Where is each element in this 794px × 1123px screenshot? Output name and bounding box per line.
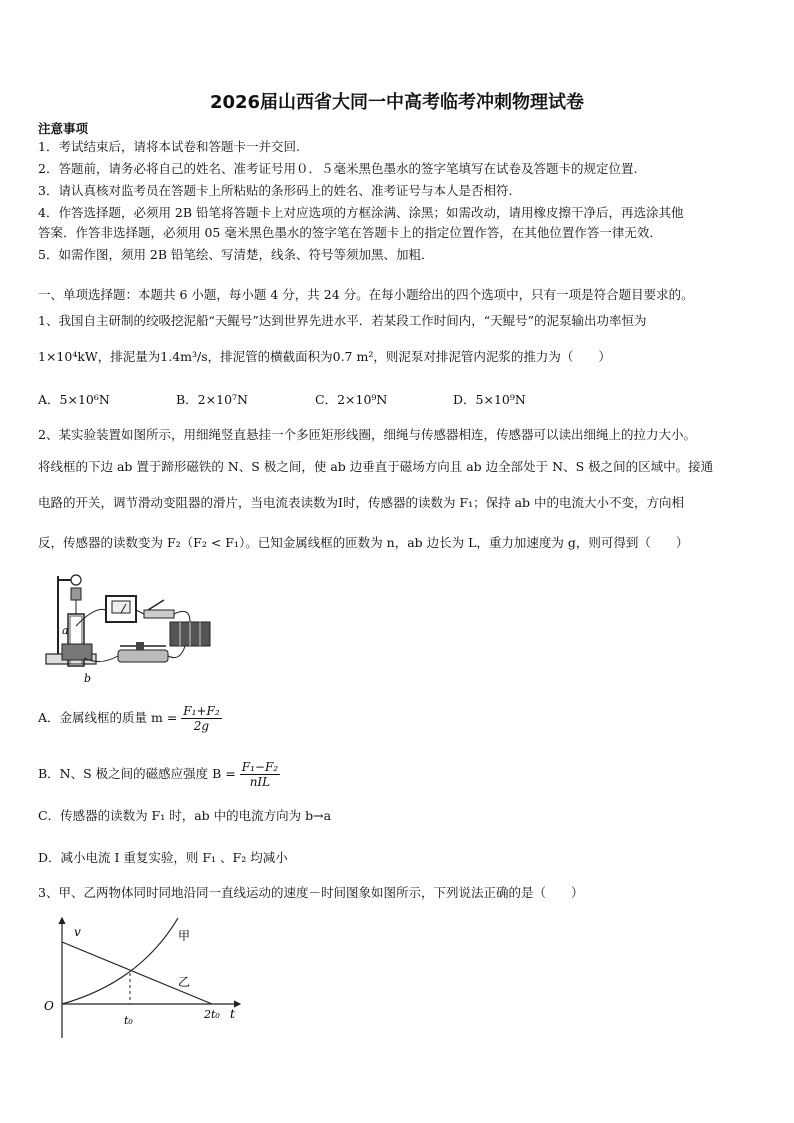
q1-stem-line1: 1、我国自主研制的绞吸挖泥船“天鲲号”达到世界先进水平．若某段工作时间内，“天鲲号”的泥泵输出功率恒为: [38, 313, 647, 328]
q1-option-a: A．5×10⁶N: [38, 392, 110, 407]
graph-2t0-label: 2t₀: [204, 1008, 220, 1021]
q2-option-b-fraction: [240, 760, 280, 789]
q2-option-a-numerator: F₁+F₂: [183, 704, 220, 718]
graph-v-label: v: [74, 925, 81, 939]
q2-apparatus-figure: [40, 566, 220, 688]
section-heading: 一、单项选择题：本题共 6 小题，每小题 4 分，共 24 分。在每小题给出的四个选项中，只有一项是符合题目要求的。: [38, 287, 694, 302]
q2-stem-line2: 将线框的下边 ab 置于蹄形磁铁的 N、S 极之间，使 ab 边垂直于磁场方向且 ab 边全部处于 N、S 极之间的区域中。接通: [38, 459, 714, 474]
fig-label-b: b: [84, 672, 92, 685]
q2-option-a: [38, 704, 222, 733]
graph-t-label: t: [230, 1007, 235, 1021]
q2-option-a-denominator: 2g: [193, 719, 210, 733]
q1-option-d: D．5×10⁹N: [453, 392, 526, 407]
notice-item-4-cont: 答案．作答非选择题，必须用 05 毫米黑色墨水的签字笔在答题卡上的指定位置作答，在其他位置作答一律无效．: [38, 225, 662, 240]
notice-item-4: 4．作答选择题，必须用 2B 铅笔将答题卡上对应选项的方框涂满、涂黑；如需改动，请用橡皮擦干净后，再选涂其他: [38, 205, 684, 220]
q2-option-d: D．减小电流 I 重复实验，则 F₁ 、F₂ 均减小: [38, 850, 288, 865]
q2-option-a-text: A．金属线框的质量 m =: [38, 710, 178, 725]
q1-option-b: B．2×10⁷N: [176, 392, 248, 407]
notice-item-2: 2．答题前，请务必将自己的姓名、准考证号用０．５毫米黑色墨水的签字笔填写在试卷及答题卡的规定位置.: [38, 161, 638, 176]
graph-yi-label: 乙: [178, 975, 191, 989]
notice-item-5: 5．如需作图，须用 2B 铅笔绘、写清楚，线条、符号等须加黑、加粗．: [38, 247, 434, 262]
q2-option-a-fraction: [181, 704, 221, 733]
line-yi: [62, 942, 212, 1004]
page-title: 2026届山西省大同一中高考临考冲刺物理试卷: [209, 92, 585, 113]
graph-origin-label: O: [44, 999, 54, 1013]
notice-item-1: 1．考试结束后，请将本试卷和答题卡一并交回.: [38, 139, 300, 154]
q2-option-b-text: B．N、S 极之间的磁感应强度 B =: [38, 766, 236, 781]
q2-option-c: C．传感器的读数为 F₁ 时，ab 中的电流方向为 b→a: [38, 808, 332, 823]
q2-option-b-denominator: nIL: [249, 775, 271, 789]
q3-stem: 3、甲、乙两物体同时同地沿同一直线运动的速度－时间图象如图所示，下列说法正确的是（ ）: [38, 885, 584, 900]
q2-option-b-numerator: F₁−F₂: [241, 760, 279, 774]
q2-stem-line1: 2、某实验装置如图所示，用细绳竖直悬挂一个多匝矩形线圈，细绳与传感器相连，传感器可以读出细绳上的拉力大小。: [38, 427, 696, 442]
q3-vt-graph: [40, 912, 250, 1042]
graph-jia-label: 甲: [178, 929, 191, 943]
fig-label-a: a: [62, 624, 69, 637]
notice-item-3: 3．请认真核对监考员在答题卡上所粘贴的条形码上的姓名、准考证号与本人是否相符.: [38, 183, 513, 198]
q2-stem-line3: 电路的开关，调节滑动变阻器的滑片，当电流表读数为I时，传感器的读数为 F₁；保持 ab 中的电流大小不变，方向相: [38, 495, 684, 510]
graph-t0-label: t₀: [124, 1014, 133, 1027]
q2-stem-line4: 反，传感器的读数变为 F₂（F₂ < F₁）。已知金属线框的匝数为 n，ab 边长为 L，重力加速度为 g，则可得到（ ）: [38, 535, 689, 550]
q1-option-c: C．2×10⁹N: [315, 392, 388, 407]
q1-stem-line2: 1×10⁴kW，排泥量为1.4m³/s，排泥管的横截面积为0.7 m²，则泥泵对排泥管内泥浆的推力为（ ）: [38, 349, 611, 364]
q2-option-b: [38, 760, 280, 789]
notice-heading: 注意事项: [38, 121, 89, 136]
